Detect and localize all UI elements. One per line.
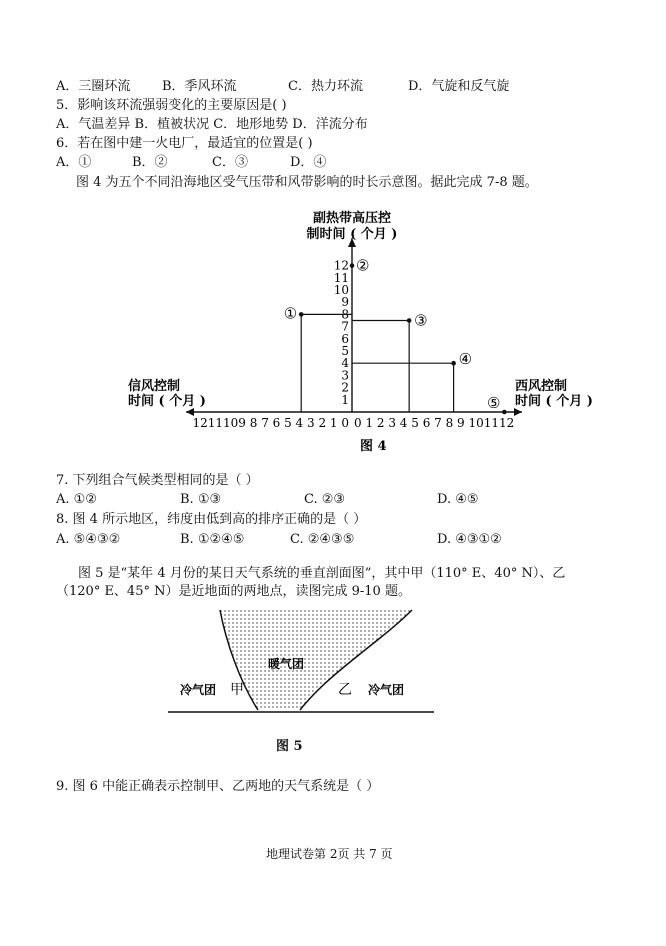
q8-option-b: B. ①②④⑤ bbox=[180, 532, 245, 547]
q8-option-d: D. ④③①② bbox=[437, 532, 502, 547]
fig5-intro-line2: （120° E、45° N）是近地面的两地点，读图完成 9-10 题。 bbox=[56, 584, 411, 599]
figure5-diagram bbox=[0, 602, 666, 752]
fig4-intro: 图 4 为五个不同沿海地区受气压带和风带影响的时长示意图。据此完成 7-8 题。 bbox=[76, 175, 538, 190]
q8-option-a: A. ⑤④③② bbox=[56, 532, 121, 547]
y-tick-label: 7 bbox=[341, 319, 349, 334]
y-tick-label: 12 bbox=[333, 258, 349, 273]
q7-stem: 7. 下列组合气候类型相同的是（ ） bbox=[56, 473, 259, 488]
left-axis-title-line2: 时间 ( 个月 ) bbox=[128, 394, 206, 409]
q4-option-b: B．季风环流 bbox=[162, 79, 237, 94]
y-tick-label: 3 bbox=[341, 368, 349, 383]
y-tick-label: 11 bbox=[333, 270, 349, 285]
q7-option-a: A. ①② bbox=[56, 492, 97, 507]
data-point bbox=[502, 410, 507, 415]
q8-option-c: C. ②④③⑤ bbox=[290, 532, 355, 547]
q6-option-b: B．② bbox=[132, 155, 168, 170]
q6-option-d: D．④ bbox=[290, 155, 327, 170]
q6-option-a: A．① bbox=[56, 155, 92, 170]
q4-option-a: A．三圈环流 bbox=[56, 79, 131, 94]
x-tick-labels-left: 1211109 8 7 6 5 4 3 2 1 0 bbox=[192, 416, 349, 430]
left-axis-title-line1: 信风控制 bbox=[128, 379, 181, 394]
right-axis-title-line1: 西风控制 bbox=[515, 379, 568, 394]
q7-option-c: C. ②③ bbox=[304, 492, 346, 507]
q7-option-b: B. ①③ bbox=[180, 492, 222, 507]
data-point bbox=[407, 318, 412, 323]
yi-label: 乙 bbox=[338, 682, 352, 698]
q6-stem: 6．若在图中建一火电厂，最适宜的位置是( ) bbox=[56, 136, 313, 151]
data-point bbox=[299, 312, 304, 317]
q4-option-d: D．气旋和反气旋 bbox=[408, 79, 510, 94]
q4-option-c: C．热力环流 bbox=[288, 79, 363, 94]
page-footer: 地理试卷第 2页 共 7 页 bbox=[266, 847, 393, 861]
right-axis-title-line2: 时间 ( 个月 ) bbox=[515, 394, 593, 409]
y-tick-label: 1 bbox=[341, 392, 349, 407]
warm-air-label: 暖气团 bbox=[268, 657, 305, 671]
y-tick-label: 8 bbox=[341, 307, 349, 322]
data-point bbox=[451, 361, 456, 366]
cold-air-right-label: 冷气团 bbox=[368, 683, 405, 697]
data-point-label: ② bbox=[356, 256, 370, 275]
figure4-chart bbox=[0, 200, 666, 460]
jia-label: 甲 bbox=[230, 682, 244, 698]
x-axis-arrow-left bbox=[186, 408, 194, 416]
y-tick-label: 9 bbox=[341, 295, 349, 310]
y-tick-label: 2 bbox=[341, 380, 349, 395]
q6-option-c: C．③ bbox=[212, 155, 248, 170]
figure5-caption: 图 5 bbox=[276, 739, 303, 754]
cold-air-left-label: 冷气团 bbox=[180, 683, 217, 697]
figure4-caption: 图 4 bbox=[360, 439, 387, 454]
x-tick-labels-right: 0 1 2 3 4 5 6 7 8 9 101112 bbox=[354, 416, 515, 430]
data-point-label: ③ bbox=[414, 311, 428, 330]
y-axis-title-line2: 制时间 ( 个月 ) bbox=[306, 227, 398, 242]
fig5-intro-line1: 图 5 是“某年 4 月份的某日天气系统的垂直剖面图”，其中甲（110° E、40° N）、乙 bbox=[78, 566, 566, 581]
data-point-label: ① bbox=[283, 304, 298, 323]
q8-stem: 8. 图 4 所示地区，纬度由低到高的排序正确的是（ ） bbox=[56, 512, 367, 527]
q5-options: A．气温差异 B．植被状况 C．地形地势 D．洋流分布 bbox=[56, 117, 368, 132]
y-axis-title-line1: 副热带高压控 bbox=[312, 211, 392, 226]
q9-stem: 9. 图 6 中能正确表示控制甲、乙两地的天气系统是（ ） bbox=[56, 779, 380, 794]
x-axis-arrow-right bbox=[514, 408, 522, 416]
q5-stem: 5．影响该环流强弱变化的主要原因是( ) bbox=[56, 98, 287, 113]
q7-option-d: D. ④⑤ bbox=[437, 492, 479, 507]
data-point-label: ⑤ bbox=[486, 394, 501, 412]
data-point bbox=[350, 263, 355, 268]
data-point-label: ④ bbox=[458, 350, 473, 369]
y-tick-label: 5 bbox=[341, 344, 349, 358]
y-tick-label: 4 bbox=[341, 356, 349, 371]
y-tick-label: 6 bbox=[341, 331, 349, 346]
y-tick-label: 10 bbox=[333, 283, 349, 297]
